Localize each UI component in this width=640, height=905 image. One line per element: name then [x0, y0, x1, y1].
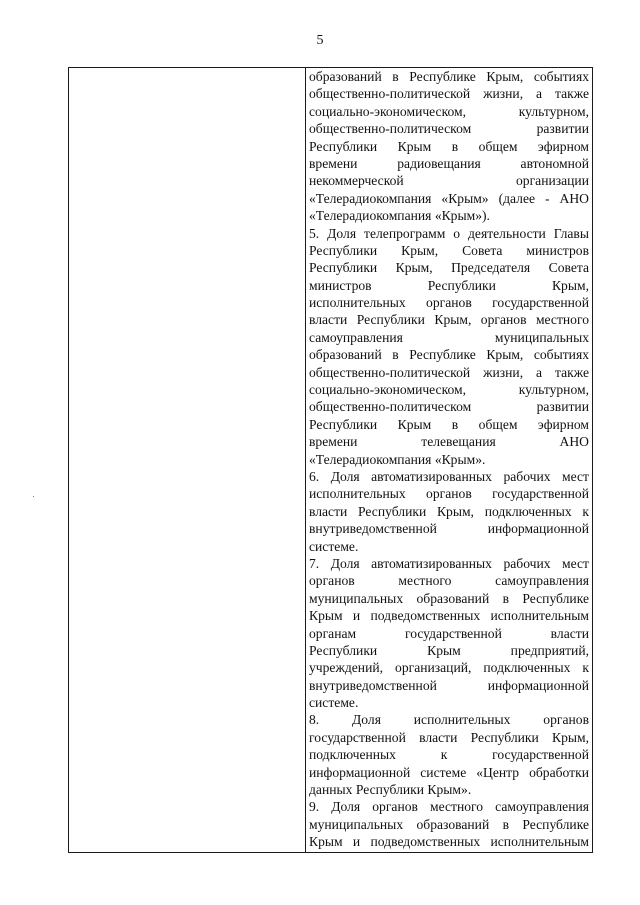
- table-left-cell: [69, 68, 306, 852]
- text-line: министров Республики Крым,: [309, 277, 589, 293]
- text-line: системе.: [309, 538, 359, 554]
- text-line: муниципальных образований в Республике: [309, 590, 589, 606]
- text-line: Крым и подведомственных исполнительным: [309, 608, 589, 624]
- text-line: образований в Республике Крым, событиях: [309, 69, 589, 84]
- text-line: некоммерческой организации: [309, 173, 589, 189]
- text-line: информационной системе «Центр обработки: [309, 764, 589, 780]
- text-line: 8. Доля исполнительных органов: [309, 712, 589, 728]
- text-line: данных Республики Крым».: [309, 782, 472, 798]
- text-line: общественно-политической жизни, а также: [309, 86, 589, 102]
- table-right-cell: [306, 68, 592, 852]
- text-line: государственной власти Республики Крым,: [309, 729, 589, 745]
- text-line: Республики Крым предприятий,: [309, 642, 589, 658]
- text-line: 9. Доля органов местного самоуправления: [309, 799, 589, 815]
- text-line: «Телерадиокомпания «Крым» (далее - АНО: [309, 190, 589, 206]
- text-line: общественно-политическом развитии: [309, 399, 589, 415]
- text-line: образований в Республике Крым, событиях: [309, 347, 589, 363]
- text-line: 7. Доля автоматизированных рабочих мест: [309, 555, 589, 571]
- text-line: Республики Крым, Председателя Совета: [309, 260, 589, 276]
- document-table: [68, 67, 593, 853]
- text-line: общественно-политическом развитии: [309, 121, 589, 137]
- text-line: общественно-политической жизни, а также: [309, 364, 589, 380]
- text-line: Республики Крым в общем эфирном: [309, 138, 589, 154]
- text-line: подключенных к государственной: [309, 747, 589, 763]
- text-line: исполнительных органов государственной: [309, 486, 589, 502]
- text-line: системе.: [309, 695, 359, 711]
- text-line: «Телерадиокомпания «Крым»).: [309, 208, 490, 224]
- text-line: учреждений, организаций, подключенных к: [309, 660, 589, 676]
- text-line: Республики Крым в общем эфирном: [309, 416, 589, 432]
- text-line: внутриведомственной информационной: [309, 677, 589, 693]
- text-line: Крым и подведомственных исполнительным: [309, 834, 589, 850]
- text-line: муниципальных образований в Республике: [309, 816, 589, 832]
- text-line: времени радиовещания автономной: [309, 155, 589, 171]
- text-line: социально-экономическом, культурном,: [309, 382, 589, 398]
- text-line: самоуправления муниципальных: [309, 329, 589, 345]
- text-line: «Телерадиокомпания «Крым».: [309, 451, 486, 467]
- text-line: органов местного самоуправления: [309, 573, 589, 589]
- scan-speck: [33, 496, 34, 497]
- text-line: Республики Крым, Совета министров: [309, 242, 589, 258]
- text-line: исполнительных органов государственной: [309, 295, 589, 311]
- text-line: власти Республики Крым, органов местного: [309, 312, 589, 328]
- text-line: власти Республики Крым, подключенных к: [309, 503, 589, 519]
- text-line: времени телевещания АНО: [309, 434, 589, 450]
- text-line: органам государственной власти: [309, 625, 589, 641]
- text-line: внутриведомственной информационной: [309, 521, 589, 537]
- page-number: 5: [316, 33, 324, 48]
- text-line: 5. Доля телепрограмм о деятельности Главы: [309, 225, 589, 241]
- text-line: социально-экономическом, культурном,: [309, 103, 589, 119]
- text-line: 6. Доля автоматизированных рабочих мест: [309, 468, 589, 484]
